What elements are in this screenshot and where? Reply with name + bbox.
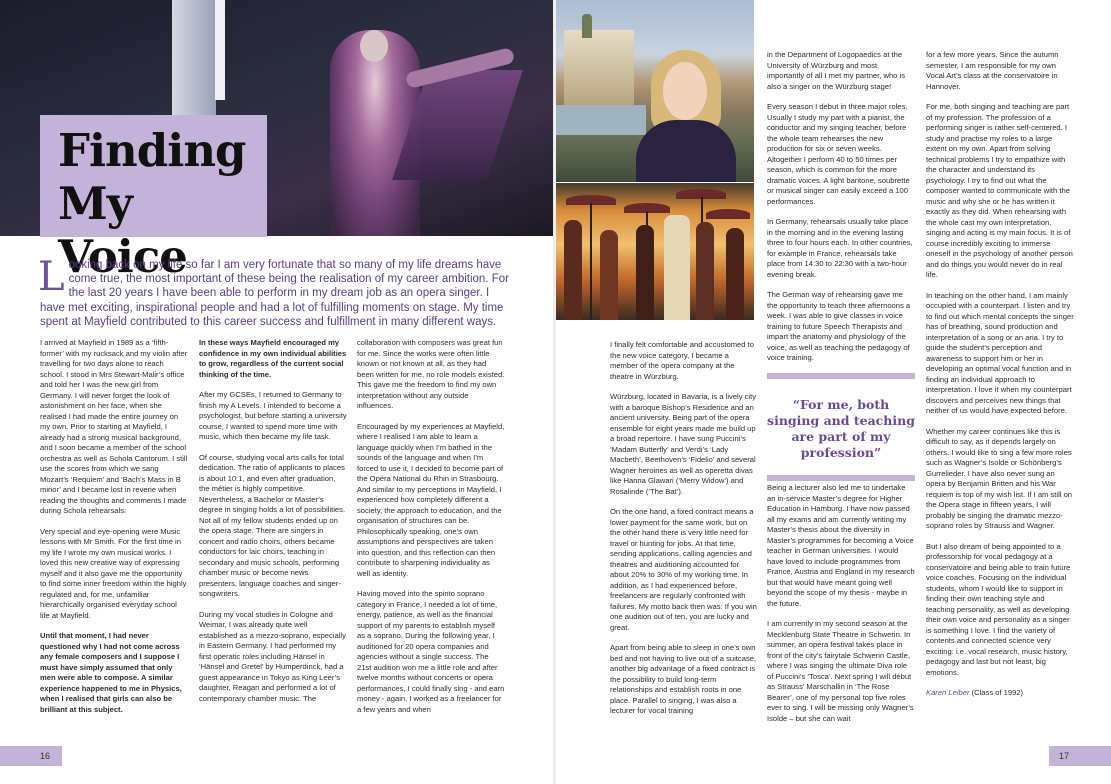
paragraph: Being a lecturer also led me to undertake an in-service Master’s degree for Higher Education in Hamburg. I have now passed all my exams and am currently writing my Master’s thesis about the diversity in Master’s programmes for becoming a Voice teacher in German universities. I would have loved to include programmes from France, Austria and England in my research but that would have meant going well beyond the scope of my thesis - maybe in the future. [767,483,915,608]
paragraph: Whether my career continues like this is difficult to say, as it depends largely on others. I would like to sing a few more roles such as Wagner’s Isolde or Schönberg’s Gurrelieder. I have also never sung an opera by Benjamin Britten and his War requiem is top of my wish list. If I am still on the Opera stage in fifteen years, I will probably be singing the dramatic mezzo-soprano roles by Strauss and Wagner. [926,426,1073,530]
paragraph: In Germany, rehearsals usually take place in the morning and in the evening lasting three to four hours each. In other countries, for example in France, rehearsals take place from 14:30 to 22:30 with a two-hour evening break. [767,217,913,279]
paragraph: Having moved into the spinto soprano category in France, I needed a lot of time, energy, patience, as well as the financial support of my parents to establish myself as a soprano. During the following year, I auditioned for 20 opera companies and agencies without a single success. The 21st audition won me a little role and after twelve months without concerts or opera performances, I could finally sing - and earn money - again. I worked as a freelancer for a few years and when [357,589,505,714]
column-5 [767,50,915,374]
paragraph: Every season I debut in three major roles. Usually I study my part with a pianist, the conductor and my singing teacher, before the whole team rehearses the new production for six or seven weeks. Altogether I perform 40 to 50 times per season, which is common for the more dramatic voices. A light baritone, soubrette or musical singer can easily exceed a 100 performances. [767,102,910,206]
paragraph: During my vocal studies in Cologne and Weimar, I was already quite well established as a mezzo-soprano, especially in Eastern Germany. I had performed my first operatic roles including Hänsel in ‘Hänsel and Gretel’ by Humperdinck, had a guest appearance in Tokyo as King Leer’s daughter, Reagan and performed a lot of contemporary chamber music. The [199,609,346,703]
paragraph: Encouraged by my experiences at Mayfield, where I realised I am able to learn a language quickly when I’m bathed in the sounds of the language and when I’m forced to use it, I decided to become part of the Opéra National du Rhin in Strasbourg. And similar to my perceptions in Mayfield, I experienced how completely different a society, the approach to education, and the organisation of structures can be. Philosophically speaking, one’s own assumptions and perspectives are taken into question, and this reflection can then contribute to sharpening individuality as well as identity. [357,421,505,578]
paragraph: On the one hand, a fixed contract means a lower payment for the same work, but on the other hand there is very little need for travel or hunting for jobs. At that time, sending applications, calling agencies and theatres and auditioning accounted for about 20% to 30% of my working time. In addition, as I had experienced before, freelancers are regularly confronted with failures. My motto back then was: If you win one audition out of ten, you are lucky and great. [610,507,757,632]
paragraph: Würzburg, located in Bavaria, is a lively city with a baroque Bishop’s Residence and an ancient university. Being part of the opera ensemble for eight years made me build up a broad repertoire. I have sung Puccini’s ‘Madam Butterfly’ and Verdi’s ‘Lady Macbeth’, Beethoven’s ‘Fidelio’ and several Wagner heroines as well as operetta divas like Hanna Glawari (‘Merry Widow’) and Rosalinde (‘The Bat’). [610,392,757,496]
paragraph: collaboration with composers was great fun for me. Since the works were often little known or not known at all, as they had been written for me, no role models existed. This gave me the freedom to find my own interpretation without any outside influences. [357,338,505,410]
photo-opera-stage-parasols [556,183,754,320]
paragraph: I am currently in my second season at the Mecklenburg State Theatre in Schwerin. In summer, an opera festival takes place in front of the city’s fairytale Schwerin Castle, where I was singing the ultimate Diva role of Puccini’s ‘Tosca’. Next spring I will début as Strauss’ Marschallin in ‘The Rose Bearer’, one of my personal top five roles ever to sing. I will be missing only Wagner’s Isolde – but she can wait [767,619,914,723]
paragraph: After my GCSEs, I returned to Germany to finish my A Levels. I intended to become a psychologist, but before starting a university course, I wanted to spend more time with music, which then became my life task. [199,390,347,441]
paragraph: I finally felt comfortable and accustomed to the new voice category, I became a member of the opera company at the theatre in Würzburg. [610,340,754,381]
paragraph: I arrived at Mayfield in 1989 as a ‘fifth-former’ with my rucksack and my violin after travelling for two days alone to reach school. I stood in Mrs Stewart-Malir’s office and told her I was the new girl from Germany. I will never forget the look of astonishment on her face, when she realised I had made the entire journey on my own. Prior to starting at Mayfield, I already had a strong musical background, and I soon became a member of the school orchestra as well as Schola Cantorum. I still use the scores from which we sang Mozart’s ‘Requiem’ and ‘Bach’s Mass in B minor’ and I became lost in reverie when reading the thoughts and comments I made during Schola rehearsals. [40,338,188,515]
column-5-continued [767,483,915,734]
bold-paragraph: In these ways Mayfield encouraged my confidence in my own individual abilities to grow, regardless of the current social thinking of the time. [199,338,347,379]
bold-paragraph: Until that moment, I had never questioned why I had not come across any female composers and I suppose I must have simply assumed that only men were able to compose. A similar experience happened to me in Physics, when I realised that girls can also be brilliant at this subject. [40,631,182,714]
paragraph: in the Department of Logopaedics at the University of Würzburg and most importantly of all I met my partner, who is also a singer on the Würzburg stage! [767,50,906,91]
article-title: Finding My Voice [58,124,246,283]
paragraph: In teaching on the other hand, I am mainly occupied with a counterpart. I listen and try to find out which mental concepts the singer has of breathing, sound production and interpretation of a song or an aria. I try to guide the student’s perception and awareness to support him or her in developing an optimal vocal function and in finding an individual approach to interpretation. I love it when my counterpart discovers and perceives new things that neither of us would have expected before. [926,290,1074,415]
column-1 [40,338,188,725]
paragraph: for a few more years. Since the autumn semester, I am responsible for my own Vocal Art’s class at the conservatoire in Hannover. [926,50,1059,91]
paragraph: The German way of rehearsing gave me the opportunity to teach three afternoons a week. I was able to give classes in voice training to future Speech Therapists and impart the anatomy and physiology of the voice, as well as teaching the pedagogy of voice training. [767,290,911,362]
paragraph: Apart from being able to sleep in one’s own bed and not having to live out of a suitcase, another big advantage of a fixed contract is the possibility to build long-term relationships and establish roots in one place. Parallel to singing, I was also a lecturer for vocal training [610,643,757,715]
title-box [40,115,267,283]
intro-text: ooking back on my life so far I am very fortunate that so many of my life dreams have come true, the most important of these being the realisation of my career ambition. For the last 20 years I have been able to perform in my dream job as an opera singer. I have met exciting, inspirational people and had a lot of fulfilling moments on stage. My time spent at Mayfield contributed to this career success and fulfillment in many different ways. [40,259,509,328]
author-signature [926,688,1074,699]
column-6 [926,50,1074,709]
paragraph: For me, both singing and teaching are part of my profession. The profession of a performing singer is rather self-centered. I study and practise my roles to a large extent on my own. Apart from solving technical problems I try to empathize with the character and understand its psychology. I try to find out what the composer wanted to communicate with the music and why she or he has written it exactly as they did. When rehearsing with the whole cast my own interpretation, singing and acting is my main focus. It is of course incredibly exciting to immerse oneself in the psychology of another person and do things you would never do in real life. [926,102,1073,279]
column-3 [357,338,505,725]
intro-paragraph [38,254,510,329]
page-number-right: 17 [1049,746,1111,766]
pull-quote: “For me, both singing and teaching are part of my profession” [767,373,915,481]
column-2 [199,338,347,714]
drop-cap: L [38,254,65,300]
column-4 [610,340,758,727]
left-page [0,0,555,784]
page-number-left: 16 [0,746,62,766]
paragraph: Of course, studying vocal arts calls for total dedication. The ratio of applicants to places is about 10:1, and even after graduation, the métier is highly competitive. Nevertheless, a Bachelor or Master’s degree in singing holds a lot of possibilities. Not all of my fellow students ended up on the opera stage. There are singers in concert and radio choirs, others became conductors for laic choirs, teaching in secondary and music schools, performing chamber music or become news presenters, language coaches and singer-songwriters. [199,452,346,598]
photo-portrait-castle [556,0,754,182]
author-name: Karen Leiber [926,688,970,697]
paragraph: But I also dream of being appointed to a professorship for vocal pedagogy at a conservatoire and being able to train future voice coaches. Focusing on the individual students, whom I would like to support in finding their own teaching style and teaching personality, as well as developing their own voice and personality as a singer is something I love. I find the variety of contents and connected science very exciting: i.e. vocal research, music history, pedagogy and last but not least, big emotions. [926,541,1071,677]
paragraph: Very special and eye-opening were Music lessons with Mr Smith. For the first time in my life I wrote my own musical works. I loved this new creative way of expressing myself and it also gave me the opportunity to find some inner freedom within the highly regulated and, for me, unfamiliar hierarchically organised everyday school life at Mayfield. [40,526,187,620]
author-class: (Class of 1992) [969,688,1024,697]
